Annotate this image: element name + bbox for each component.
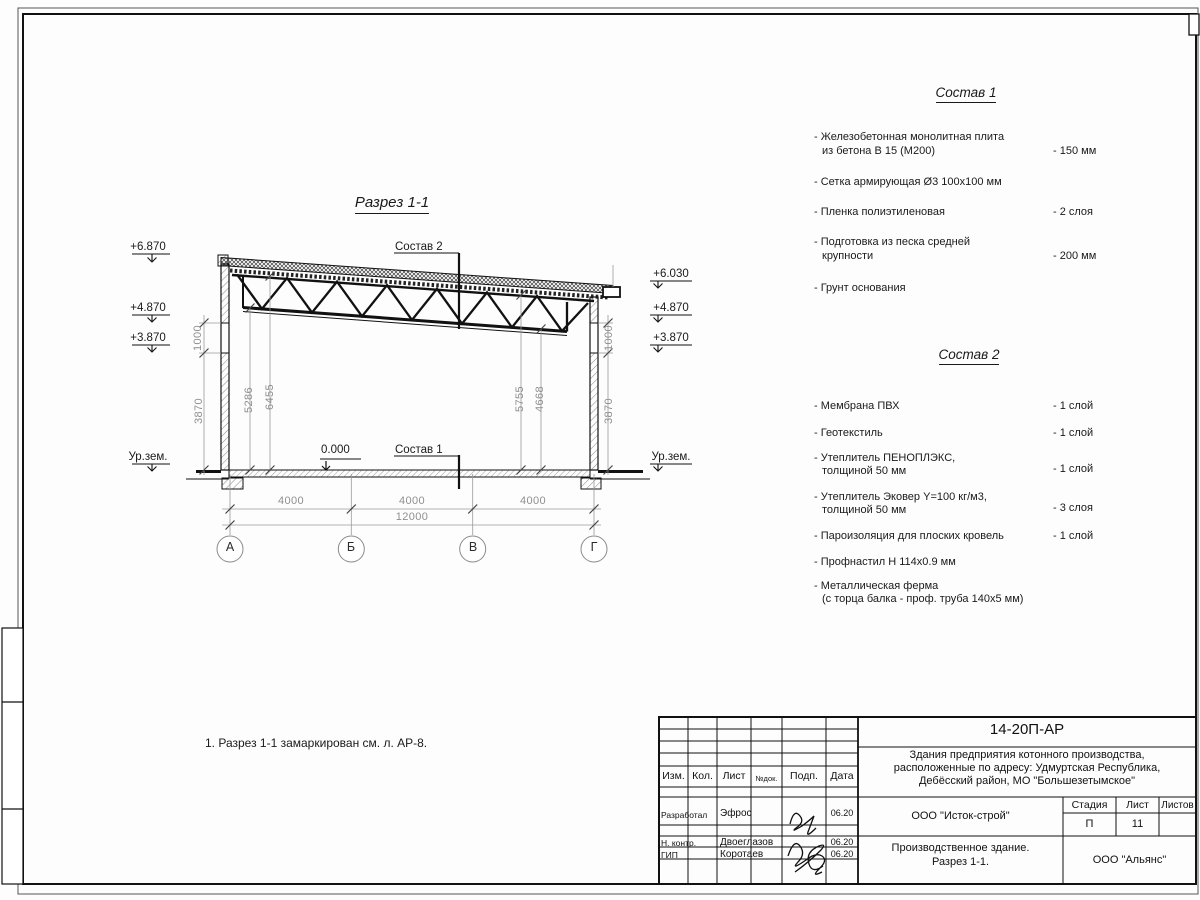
titleblock-doc-number: 14-20П-АР xyxy=(989,721,1065,738)
dim-span-2: 4000 xyxy=(398,495,426,507)
titleblock-designer-org: ООО "Исток-строй" xyxy=(911,810,1010,822)
signature-efros xyxy=(790,813,816,834)
elevation-left-6870: +6.870 xyxy=(130,241,166,253)
signer-name: Эфрос xyxy=(720,808,752,819)
footing-left xyxy=(222,478,243,489)
axis-bubble-a: А xyxy=(225,540,235,554)
titleblock-object-line2: Разрез 1-1. xyxy=(931,856,990,868)
list-item: - Сетка армирующая Ø3 100х100 мм xyxy=(814,176,1002,188)
list-item-value: - 2 слоя xyxy=(1053,206,1094,218)
sostav2-reference-label: Состав 2 xyxy=(395,241,443,253)
signer-date: 06.20 xyxy=(830,808,854,818)
zero-level-label: 0.000 xyxy=(321,444,350,456)
axis-bubble-v: В xyxy=(468,540,478,554)
dim-right-3870: 3870 xyxy=(603,397,615,425)
dim-int-6455: 6455 xyxy=(264,383,276,411)
axis-bubble-b: Б xyxy=(346,540,356,554)
titleblock-project-line3: Дебёсский район, МО "Большезетымское" xyxy=(918,775,1136,787)
dim-int-4668: 4668 xyxy=(534,385,546,413)
dim-span-1: 4000 xyxy=(277,495,305,507)
ground-level-label-left: Ур.зем. xyxy=(128,451,168,463)
signatures xyxy=(788,813,825,874)
col-kol: Кол. xyxy=(692,770,713,782)
dim-int-5755: 5755 xyxy=(514,385,526,413)
sheet-label: Лист xyxy=(1126,799,1149,811)
list-item-value: - 1 слой xyxy=(1053,530,1094,542)
signer-date: 06.20 xyxy=(830,849,854,859)
list-item: - Мембрана ПВХ xyxy=(814,400,900,412)
sheet-note: 1. Разрез 1-1 замаркирован см. л. АР-8. xyxy=(205,736,428,750)
list-item-value: - 1 слой xyxy=(1053,427,1094,439)
elevation-left-4870: +4.870 xyxy=(130,302,166,314)
signer-role: ГИП xyxy=(661,850,678,860)
zero-level-arrow xyxy=(322,461,330,470)
signer-role: Разработал xyxy=(661,810,708,820)
dim-left-3870: 3870 xyxy=(193,397,205,425)
sheet-value: 11 xyxy=(1131,818,1144,830)
signer-role: Н. контр. xyxy=(661,838,697,848)
dim-total: 12000 xyxy=(395,511,429,523)
titleblock-project-line1: Здания предприятия котонного производства, xyxy=(909,749,1145,761)
floor-and-ground xyxy=(186,470,650,489)
list-item: - Пленка полиэтиленовая xyxy=(814,206,945,218)
stage-value: П xyxy=(1085,818,1094,830)
section-view-title: Разрез 1-1 xyxy=(340,196,444,209)
list-item: - Пароизоляция для плоских кровель xyxy=(814,530,1004,542)
stage-label: Стадия xyxy=(1071,799,1108,811)
list-item: - Железобетонная монолитная плита xyxy=(814,131,1005,143)
list-item: - Грунт основания xyxy=(814,282,906,294)
col-ndoc: №док. xyxy=(755,774,778,783)
elevation-right-6030: +6.030 xyxy=(653,268,689,280)
list-item-value: - 200 мм xyxy=(1053,250,1097,262)
col-izm: Изм. xyxy=(662,770,685,782)
sostav1-reference-label: Состав 1 xyxy=(395,444,443,456)
signer-name: Коротаев xyxy=(720,849,764,860)
dim-right-1000: 1000 xyxy=(603,324,615,352)
end-beam-profile-tube xyxy=(603,287,620,297)
list-item: - Подготовка из песка средней xyxy=(814,236,970,248)
col-list: Лист xyxy=(722,770,746,782)
list-item: - Металлическая ферма xyxy=(814,580,939,592)
list-item-line2: крупности xyxy=(822,250,874,262)
list-item-value: - 150 мм xyxy=(1053,145,1097,157)
list-item: - Утеплитель ПЕНОПЛЭКС, xyxy=(814,452,956,464)
footing-right xyxy=(581,478,601,489)
left-wall xyxy=(221,264,229,470)
list-item-line2: (с торца балка - проф. труба 140х5 мм) xyxy=(822,593,1024,605)
list-item-line2: из бетона В 15 (М200) xyxy=(822,145,935,157)
roof-assembly xyxy=(218,255,620,298)
axis-bubble-g: Г xyxy=(590,540,598,554)
list-item: - Геотекстиль xyxy=(814,427,883,439)
titleblock-project-line2: расположенные по адресу: Удмуртская Республика, xyxy=(893,762,1161,774)
right-wall xyxy=(590,297,598,470)
elevation-right-4870: +4.870 xyxy=(653,302,689,314)
signer-name: Двоеглазов xyxy=(720,837,774,848)
dim-span-3: 4000 xyxy=(519,495,547,507)
sostav1-title: Состав 1 xyxy=(900,86,1032,99)
floor-slab xyxy=(229,470,590,477)
list-item: - Утеплитель Эковер Y=100 кг/м3, xyxy=(814,491,987,503)
ground-level-label-right: Ур.зем. xyxy=(651,451,691,463)
list-item-value: - 1 слой xyxy=(1053,400,1094,412)
list-item-line2: толщиной 50 мм xyxy=(822,504,907,516)
list-item-value: - 1 слой xyxy=(1053,463,1094,475)
dim-int-5286: 5286 xyxy=(243,386,255,414)
list-item-value: - 3 слоя xyxy=(1053,502,1094,514)
col-podp: Подп. xyxy=(790,770,818,782)
titleblock-client-org: ООО "Альянс" xyxy=(1092,854,1167,866)
axis-bubbles xyxy=(217,536,607,562)
list-item-line2: толщиной 50 мм xyxy=(822,465,907,477)
elevation-left-3870: +3.870 xyxy=(130,332,166,344)
elevation-right-3870: +3.870 xyxy=(653,332,689,344)
sostav2-title: Состав 2 xyxy=(903,348,1035,361)
sheets-label: Листов xyxy=(1161,800,1194,811)
titleblock-object-line1: Производственное здание. xyxy=(891,842,1030,854)
signer-date: 06.20 xyxy=(830,837,854,847)
list-item: - Профнастил Н 114х0.9 мм xyxy=(814,556,956,568)
col-data: Дата xyxy=(830,770,854,782)
dim-left-1000: 1000 xyxy=(192,324,204,352)
